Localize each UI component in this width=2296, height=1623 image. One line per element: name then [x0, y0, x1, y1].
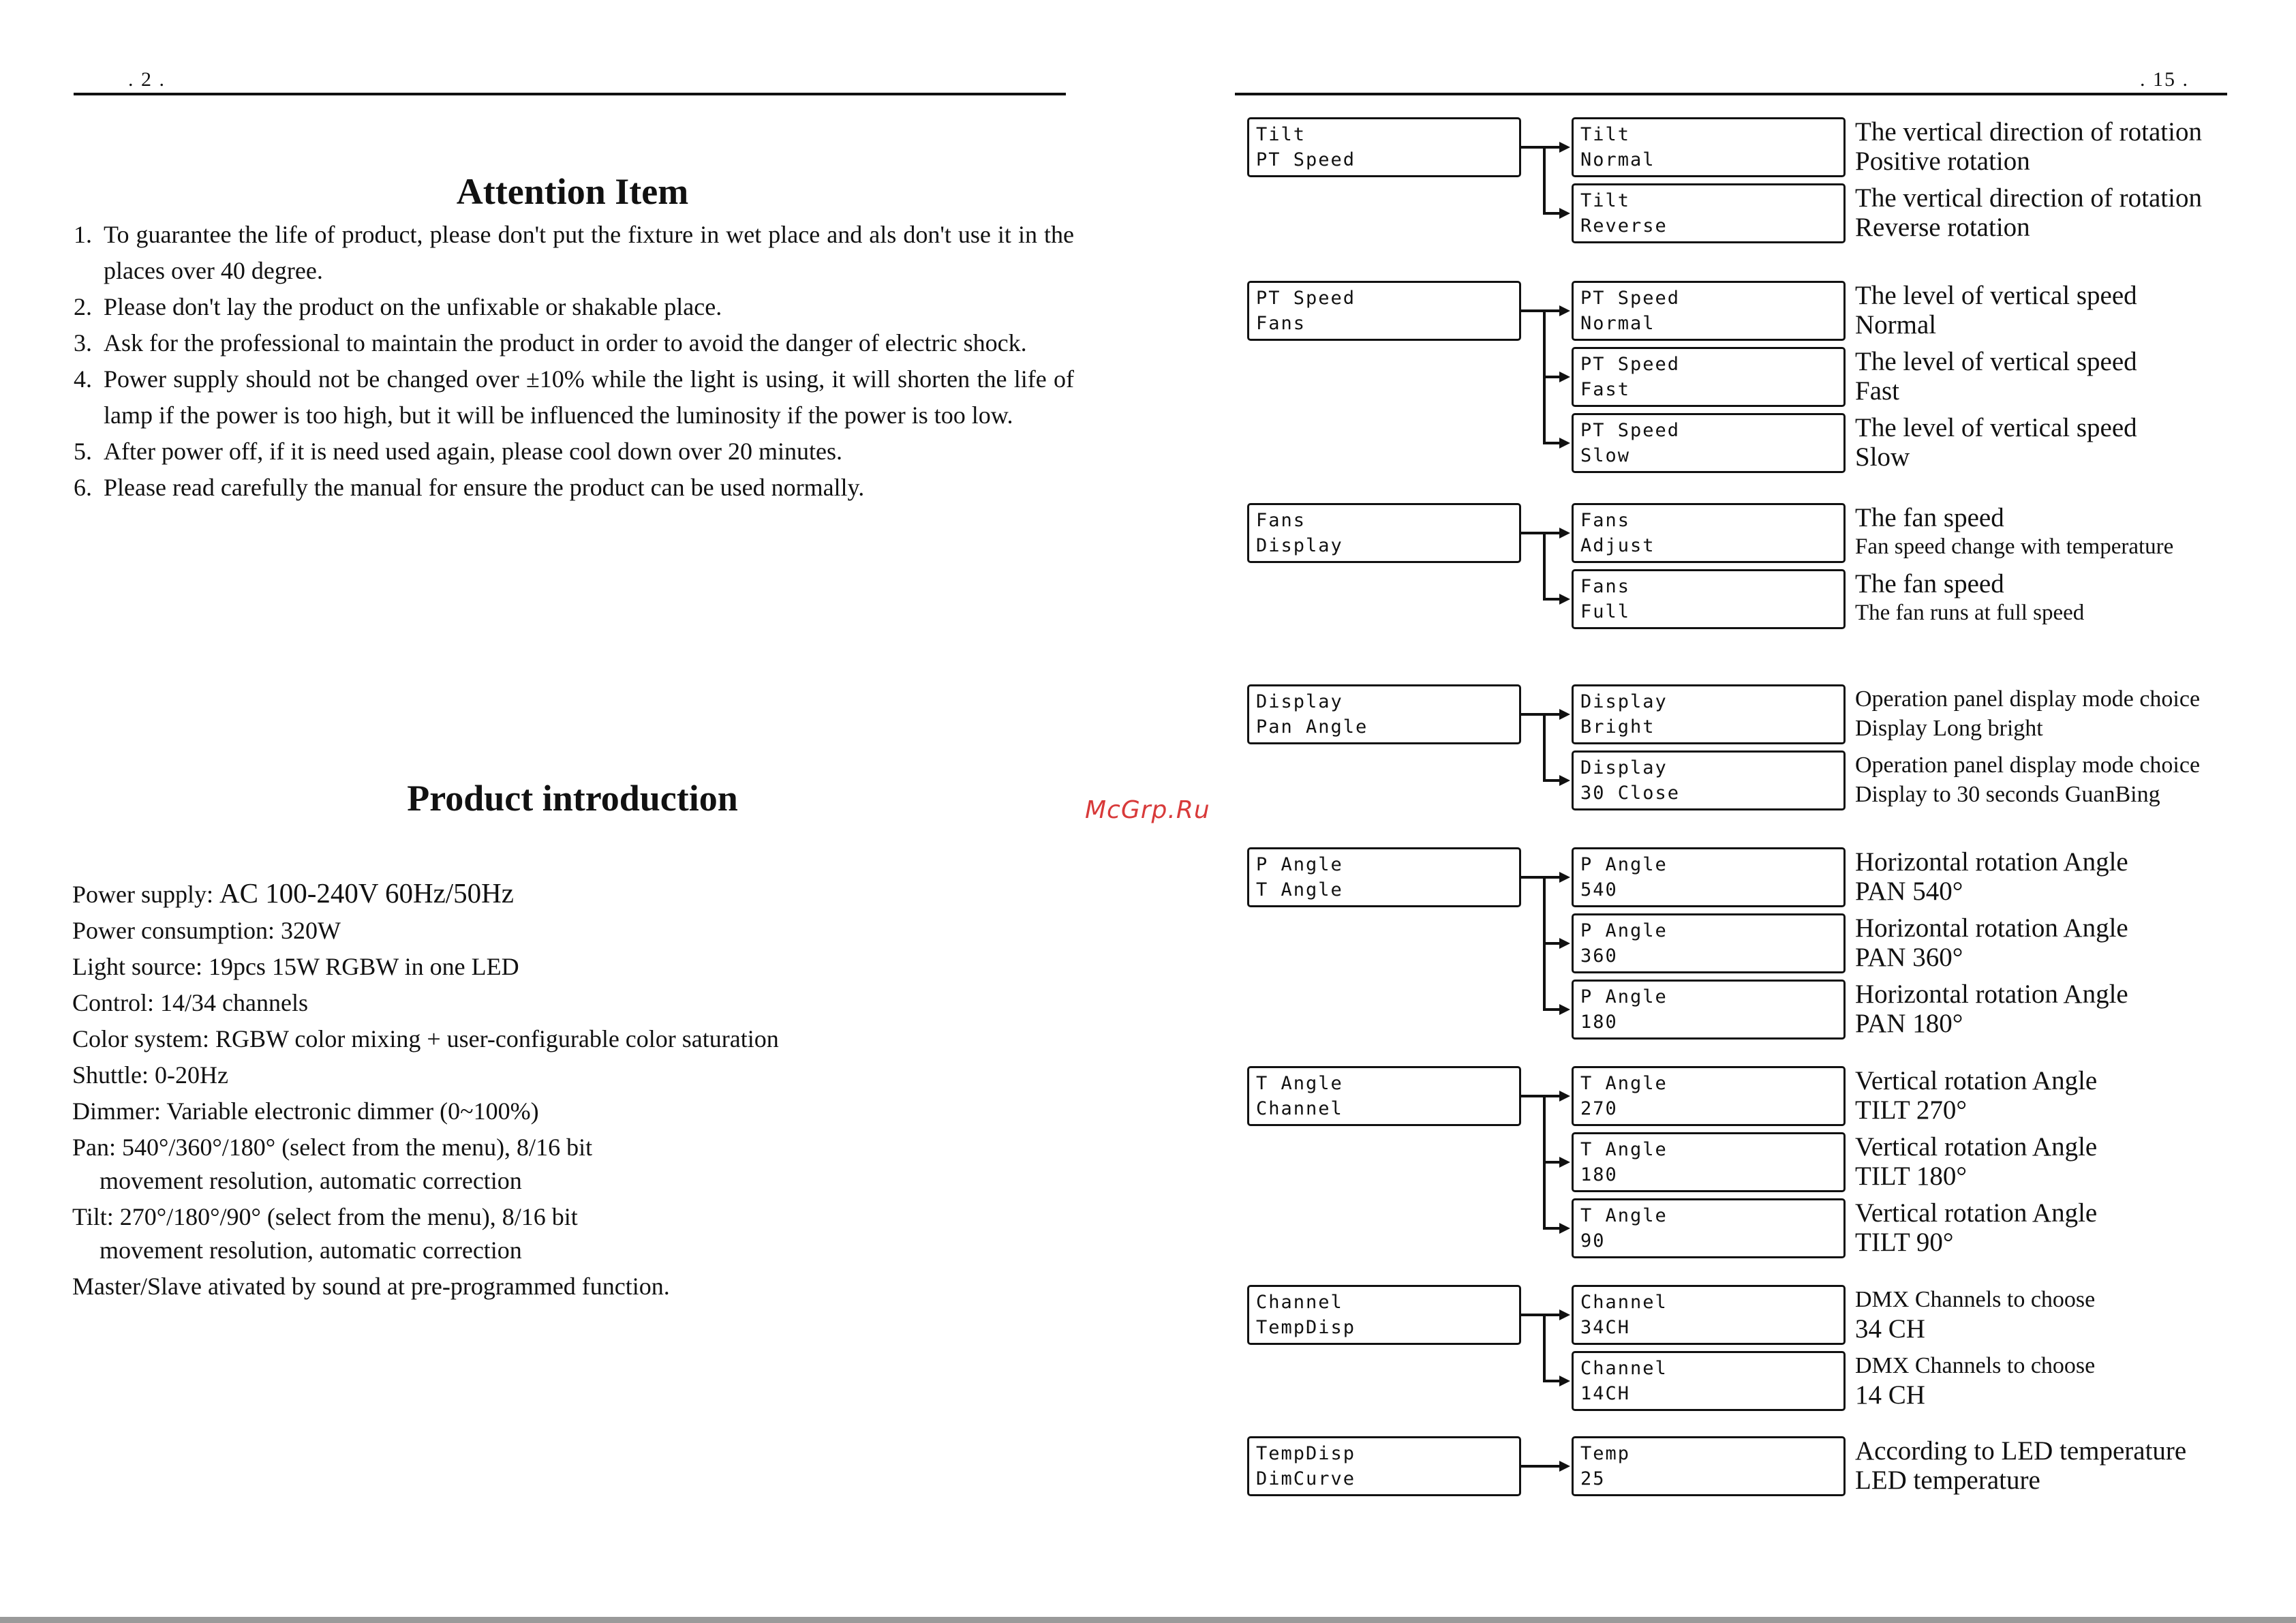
spec-tilt-cont: movement resolution, automatic correction [100, 1237, 522, 1264]
option-description [1855, 503, 2173, 562]
lcd-line: T Angle [1580, 1205, 1668, 1226]
spec-power-supply: Power supply: AC 100-240V 60Hz/50Hz [72, 877, 514, 909]
spec-line: Light source: 19pcs 15W RGBW in one LED [72, 953, 519, 980]
description-line: The level of vertical speed [1855, 281, 2137, 310]
lcd-line: P Angle [1580, 920, 1668, 941]
lcd-line: 14CH [1580, 1383, 1631, 1404]
arrow-icon [1559, 1461, 1570, 1472]
description-line: TILT 180° [1855, 1162, 1968, 1191]
menu-option-lcd [1572, 347, 1846, 407]
description-line: Display Long bright [1855, 716, 2043, 741]
lcd-line: Channel [1580, 1358, 1668, 1379]
lcd-line: 34CH [1580, 1317, 1631, 1338]
connector-line [1544, 713, 1561, 716]
connector-line [1544, 1380, 1561, 1382]
connector-line [1544, 876, 1561, 879]
connector-line [1544, 1227, 1561, 1230]
lcd-line: Normal [1580, 149, 1655, 170]
description-line: Horizontal rotation Angle [1855, 980, 2128, 1009]
connector-line [1543, 147, 1546, 215]
description-line: Positive rotation [1855, 147, 2030, 176]
description-line: Display to 30 seconds GuanBing [1855, 782, 2160, 807]
spec-tilt: Tilt: 270°/180°/90° (select from the menu), 8/16 bit [72, 1203, 578, 1230]
arrow-icon [1559, 709, 1570, 720]
description-line: DMX Channels to choose [1855, 1353, 2096, 1378]
arrow-icon [1559, 1091, 1570, 1102]
description-line: Vertical rotation Angle [1855, 1066, 2098, 1095]
connector-line [1521, 1095, 1544, 1097]
attention-item: 1. To guarantee the life of product, please don't put the fixture in wet place and als don't use it in the places over 40 degree. [74, 221, 1074, 284]
connector-line [1521, 146, 1544, 149]
lcd-line: Tilt [1256, 124, 1306, 145]
menu-option-lcd [1572, 980, 1846, 1040]
lcd-line: Reverse [1580, 215, 1668, 237]
lcd-line: DimCurve [1256, 1468, 1356, 1489]
description-line: Horizontal rotation Angle [1855, 913, 2128, 943]
attention-item: 3. Ask for the professional to maintain the product in order to avoid the danger of electric shock. [74, 329, 1027, 357]
option-description [1855, 117, 2202, 176]
option-description [1855, 1198, 2097, 1257]
menu-option-lcd [1572, 750, 1846, 810]
lcd-line: T Angle [1256, 1073, 1343, 1094]
description-line: Operation panel display mode choice [1855, 753, 2201, 778]
arrow-icon [1559, 1376, 1570, 1386]
lcd-line: 360 [1580, 945, 1618, 967]
attention-item: 6. Please read carefully the manual for ensure the product can be used normally. [74, 474, 865, 501]
menu-parent-lcd [1247, 117, 1521, 177]
description-line: PAN 540° [1855, 877, 1963, 906]
menu-option-lcd [1572, 503, 1846, 563]
lcd-line: 90 [1580, 1230, 1606, 1252]
lcd-line: Full [1580, 601, 1631, 622]
description-line: Horizontal rotation Angle [1855, 847, 2128, 877]
connector-line [1521, 713, 1544, 716]
lcd-line: Temp [1580, 1443, 1631, 1464]
arrow-icon [1559, 1309, 1570, 1320]
arrow-icon [1559, 1157, 1570, 1168]
description-line: Slow [1855, 442, 1910, 472]
option-description [1855, 913, 2128, 972]
connector-line [1544, 1314, 1561, 1316]
connector-line [1544, 532, 1561, 534]
spec-line: Shuttle: 0-20Hz [72, 1061, 228, 1089]
lcd-line: Tilt [1580, 124, 1631, 145]
lcd-line: Fans [1256, 510, 1306, 531]
spec-line: Power consumption: 320W [72, 917, 341, 944]
menu-parent-lcd [1247, 1436, 1521, 1496]
connector-line [1544, 376, 1561, 378]
arrow-icon [1559, 775, 1570, 786]
description-line: PAN 360° [1855, 943, 1963, 972]
bottom-bar [0, 1617, 2296, 1623]
spec-list [72, 875, 1060, 1305]
lcd-line: P Angle [1580, 986, 1668, 1007]
option-description [1855, 569, 2084, 628]
connector-line [1521, 1465, 1544, 1468]
lcd-line: Fans [1256, 313, 1306, 334]
arrow-icon [1559, 528, 1570, 539]
spec-pan-cont: movement resolution, automatic correction [100, 1167, 522, 1194]
arrow-icon [1559, 305, 1570, 316]
menu-option-lcd [1572, 281, 1846, 341]
option-description [1855, 1436, 2186, 1495]
description-line: Fan speed change with temperature [1855, 534, 2174, 559]
description-line: The level of vertical speed [1855, 413, 2137, 442]
menu-option-lcd [1572, 1351, 1846, 1411]
option-description [1855, 1132, 2097, 1191]
lcd-line: Display [1580, 691, 1668, 712]
arrow-icon [1559, 594, 1570, 605]
attention-list [74, 217, 1074, 506]
option-description [1855, 347, 2137, 406]
arrow-icon [1559, 208, 1570, 219]
lcd-line: Channel [1256, 1098, 1343, 1119]
lcd-line: 30 Close [1580, 783, 1681, 804]
description-line: The vertical direction of rotation [1855, 117, 2202, 147]
option-description [1855, 281, 2137, 339]
description-line: The level of vertical speed [1855, 347, 2137, 376]
menu-parent-lcd [1247, 1066, 1521, 1126]
menu-option-lcd [1572, 1198, 1846, 1258]
connector-line [1544, 1161, 1561, 1164]
lcd-line: TempDisp [1256, 1443, 1356, 1464]
option-description [1855, 413, 2137, 472]
connector-line [1543, 1315, 1546, 1382]
arrow-icon [1559, 371, 1570, 382]
lcd-line: Normal [1580, 313, 1655, 334]
description-line: Fast [1855, 376, 1900, 406]
arrow-icon [1559, 438, 1570, 449]
lcd-line: PT Speed [1256, 149, 1356, 170]
connector-line [1521, 532, 1544, 534]
description-line: Vertical rotation Angle [1855, 1132, 2098, 1162]
lcd-line: Channel [1580, 1292, 1668, 1313]
menu-parent-lcd [1247, 847, 1521, 907]
attention-title: Attention Item [456, 171, 689, 212]
menu-option-lcd [1572, 569, 1846, 629]
menu-option-lcd [1572, 847, 1846, 907]
menu-option-lcd [1572, 913, 1846, 973]
lcd-line: 25 [1580, 1468, 1606, 1489]
connector-line [1544, 1008, 1561, 1011]
option-description [1855, 750, 2200, 809]
spec-line: Color system: RGBW color mixing + user-configurable color saturation [72, 1025, 779, 1052]
arrow-icon [1559, 938, 1570, 949]
connector-line [1521, 309, 1544, 312]
connector-line [1544, 442, 1561, 444]
lcd-line: Fans [1580, 576, 1631, 597]
lcd-line: Display [1256, 691, 1343, 712]
lcd-line: Display [1580, 757, 1668, 778]
lcd-line: Display [1256, 535, 1343, 556]
description-line: 34 CH [1855, 1314, 1925, 1344]
connector-line [1544, 146, 1561, 149]
lcd-line: Pan Angle [1256, 716, 1368, 738]
description-line: Reverse rotation [1855, 213, 2030, 242]
arrow-icon [1559, 1223, 1570, 1234]
attention-item: 4. Power supply should not be changed over ±10% while the light is using, it will shorten the life of lamp if the power is too high, but it will be influenced the luminosity if the power is too low. [74, 365, 1074, 429]
menu-parent-lcd [1247, 1285, 1521, 1345]
lcd-line: T Angle [1580, 1139, 1668, 1160]
option-description [1855, 183, 2202, 242]
option-description [1855, 1351, 2095, 1410]
connector-line [1521, 1314, 1544, 1316]
menu-option-lcd [1572, 1285, 1846, 1345]
lcd-line: T Angle [1580, 1073, 1668, 1094]
lcd-line: PT Speed [1256, 288, 1356, 309]
description-line: LED temperature [1855, 1466, 2040, 1495]
lcd-line: Channel [1256, 1292, 1343, 1313]
spec-line: Dimmer: Variable electronic dimmer (0~100%) [72, 1097, 539, 1125]
description-line: The fan runs at full speed [1855, 601, 2085, 625]
lcd-line: PT Speed [1580, 420, 1681, 441]
product-intro-title: Product introduction [407, 778, 738, 819]
menu-option-lcd [1572, 117, 1846, 177]
description-line: The fan speed [1855, 503, 2004, 532]
lcd-line: Slow [1580, 445, 1631, 466]
connector-line [1544, 212, 1561, 215]
description-line: The vertical direction of rotation [1855, 183, 2202, 213]
connector-line [1543, 533, 1546, 601]
watermark: McGrp.Ru [1085, 796, 1210, 824]
attention-item: 5. After power off, if it is need used again, please cool down over 20 minutes. [74, 438, 843, 465]
connector-line [1521, 876, 1544, 879]
lcd-line: 180 [1580, 1012, 1618, 1033]
lcd-line: PT Speed [1580, 354, 1681, 375]
lcd-line: T Angle [1256, 879, 1343, 900]
lcd-line: 540 [1580, 879, 1618, 900]
lcd-line: TempDisp [1256, 1317, 1356, 1338]
spec-line: Master/Slave ativated by sound at pre-programmed function. [72, 1273, 670, 1300]
connector-line [1543, 714, 1546, 782]
option-description [1855, 684, 2200, 743]
menu-option-lcd [1572, 1132, 1846, 1192]
description-line: 14 CH [1855, 1380, 1925, 1410]
attention-item: 2. Please don't lay the product on the unfixable or shakable place. [74, 293, 722, 320]
option-description [1855, 1285, 2095, 1344]
lcd-line: PT Speed [1580, 288, 1681, 309]
description-line: Operation panel display mode choice [1855, 686, 2201, 712]
lcd-line: Bright [1580, 716, 1655, 738]
description-line: TILT 270° [1855, 1095, 1968, 1125]
menu-option-lcd [1572, 183, 1846, 243]
description-line: The fan speed [1855, 569, 2004, 598]
option-description [1855, 847, 2128, 906]
right-page-number: . 15 . [2140, 68, 2189, 91]
arrow-icon [1559, 1004, 1570, 1015]
description-line: PAN 180° [1855, 1009, 1963, 1038]
connector-line [1544, 598, 1561, 601]
connector-line [1544, 1095, 1561, 1097]
menu-option-lcd [1572, 1066, 1846, 1126]
connector-line [1544, 942, 1561, 945]
spec-line: Control: 14/34 channels [72, 989, 308, 1016]
connector-line [1544, 1465, 1561, 1468]
lcd-line: Fast [1580, 379, 1631, 400]
description-line: TILT 90° [1855, 1228, 1954, 1257]
lcd-line: Fans [1580, 510, 1631, 531]
description-line: DMX Channels to choose [1855, 1287, 2096, 1312]
spec-pan: Pan: 540°/360°/180° (select from the menu), 8/16 bit [72, 1134, 593, 1161]
left-page-number: . 2 . [128, 68, 166, 91]
connector-line [1544, 309, 1561, 312]
arrow-icon [1559, 872, 1570, 883]
description-line: According to LED temperature [1855, 1436, 2187, 1466]
lcd-line: Tilt [1580, 190, 1631, 211]
left-header-rule [74, 93, 1066, 95]
menu-parent-lcd [1247, 684, 1521, 744]
connector-line [1544, 779, 1561, 782]
menu-option-lcd [1572, 684, 1846, 744]
menu-parent-lcd [1247, 503, 1521, 563]
right-header-rule [1235, 93, 2227, 95]
option-description [1855, 1066, 2097, 1125]
lcd-line: P Angle [1580, 854, 1668, 875]
lcd-line: Adjust [1580, 535, 1655, 556]
lcd-line: 270 [1580, 1098, 1618, 1119]
arrow-icon [1559, 142, 1570, 153]
lcd-line: 180 [1580, 1164, 1618, 1185]
menu-option-lcd [1572, 413, 1846, 473]
description-line: Vertical rotation Angle [1855, 1198, 2098, 1228]
option-description [1855, 980, 2128, 1038]
lcd-line: P Angle [1256, 854, 1343, 875]
description-line: Normal [1855, 310, 1937, 339]
menu-parent-lcd [1247, 281, 1521, 341]
menu-option-lcd [1572, 1436, 1846, 1496]
